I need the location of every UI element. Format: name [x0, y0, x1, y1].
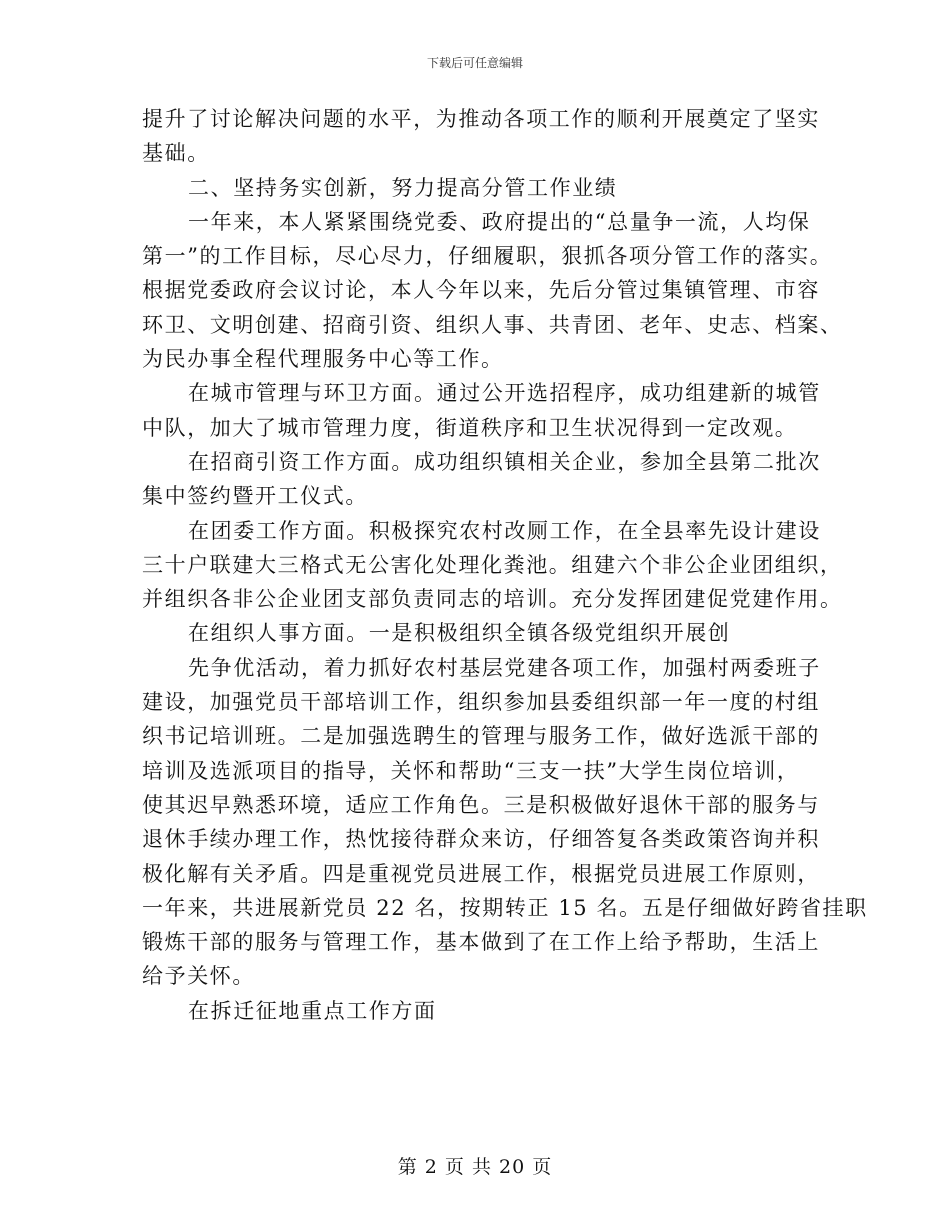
- text-line: 培训及选派项目的指导，关怀和帮助“三支一扶”大学生岗位培训，: [142, 758, 800, 783]
- footer-suffix: 页: [532, 1156, 553, 1178]
- current-page-number: 2: [424, 1156, 438, 1178]
- text-line: 环卫、文明创建、招商引资、组织人事、共青团、老年、史志、档案、: [142, 312, 843, 337]
- text-line: 三十户联建大三格式无公害化处理化粪池。组建六个非公企业团组织，: [142, 552, 843, 577]
- section-heading: 二、坚持务实创新，努力提高分管工作业绩: [188, 175, 618, 200]
- text-line: 一年来，本人紧紧围绕党委、政府提出的“总量争一流，人均保: [188, 209, 811, 234]
- text-line: 极化解有关矛盾。四是重视党员进展工作，根据党员进展工作原则，: [142, 861, 820, 886]
- total-page-count: 20: [499, 1156, 526, 1178]
- text-line: 一年来，共进展新党员 22 名，按期转正 15 名。五是仔细做好跨省挂职: [142, 895, 868, 920]
- text-line: 根据党委政府会议讨论，本人今年以来，先后分管过集镇管理、市容: [142, 278, 820, 303]
- text-line: 为民办事全程代理服务中心等工作。: [142, 347, 504, 372]
- footer-middle: 页 共: [444, 1156, 492, 1178]
- text-line: 提升了讨论解决问题的水平，为推动各项工作的顺利开展奠定了坚实: [142, 107, 820, 131]
- page-header: 下载后可任意编辑: [426, 56, 523, 70]
- text-line: 退休手续办理工作，热忱接待群众来访，仔细答复各类政策咨询并积: [142, 827, 820, 852]
- text-line: 建设，加强党员干部培训工作，组织参加县委组织部一年一度的村组: [142, 690, 820, 715]
- text-line: 集中签约暨开工仪式。: [142, 484, 368, 509]
- text-line: 在团委工作方面。积极探究农村改厕工作，在全县率先设计建设: [188, 518, 821, 543]
- text-line: 使其迟早熟悉环境，适应工作角色。三是积极做好退休干部的服务与: [142, 792, 820, 817]
- document-body: [142, 102, 868, 1028]
- page-footer: [0, 1152, 950, 1179]
- text-line: 在组织人事方面。一是积极组织全镇各级党组织开展创: [188, 621, 731, 646]
- text-line: 在城市管理与环卫方面。通过公开选招程序，成功组建新的城管: [188, 381, 821, 406]
- text-line: 给予关怀。: [142, 964, 255, 989]
- text-line: 先争优活动，着力抓好农村基层党建各项工作，加强村两委班子: [188, 655, 821, 680]
- text-line: 第一”的工作目标，尽心尽力，仔细履职，狠抓各项分管工作的落实。: [142, 244, 833, 269]
- text-line: 在招商引资工作方面。成功组织镇相关企业，参加全县第二批次: [188, 449, 821, 474]
- text-line: 锻炼干部的服务与管理工作，基本做到了在工作上给予帮助，生活上: [142, 930, 820, 955]
- text-line: 并组织各非公企业团支部负责同志的培训。充分发挥团建促党建作用。: [142, 587, 843, 612]
- text-line: 织书记培训班。二是加强选聘生的管理与服务工作，做好选派干部的: [142, 724, 820, 749]
- footer-prefix: 第: [397, 1156, 418, 1178]
- text-line: 基础。: [142, 141, 210, 166]
- text-line: 在拆迁征地重点工作方面: [188, 998, 437, 1023]
- text-line: 中队，加大了城市管理力度，街道秩序和卫生状况得到一定改观。: [142, 415, 798, 440]
